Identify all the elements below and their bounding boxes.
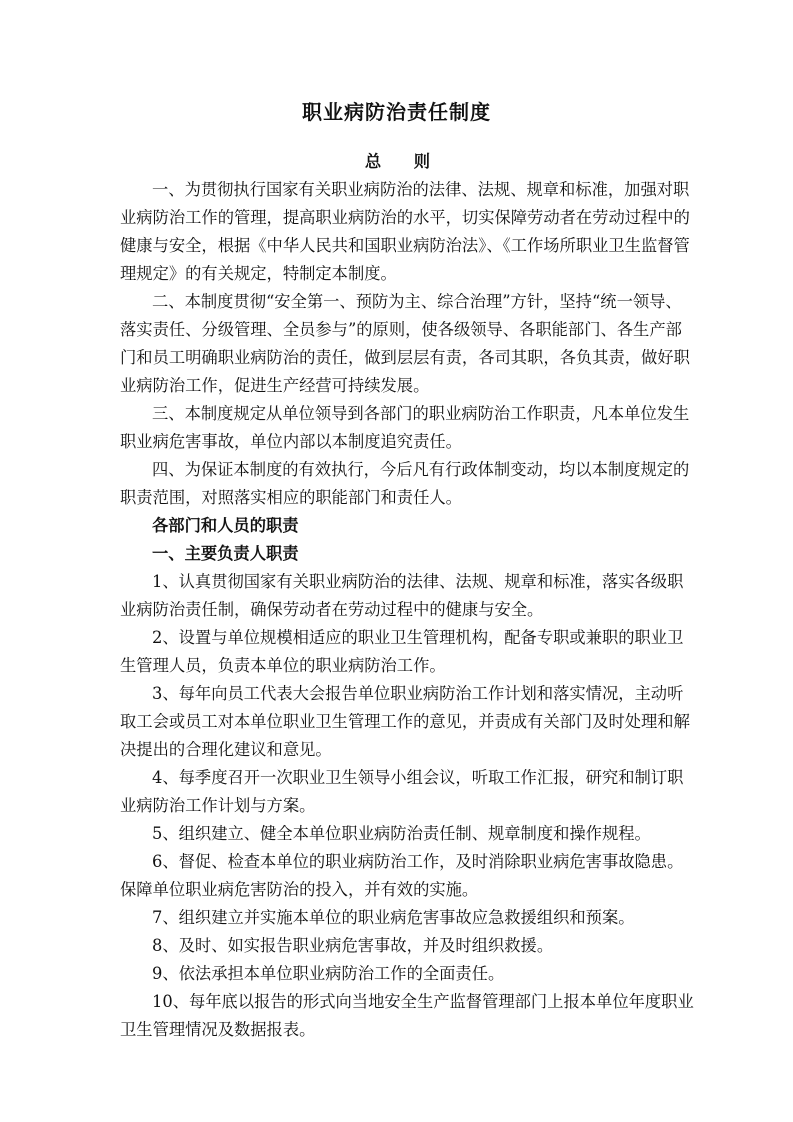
paragraph: [120, 456, 690, 512]
text-line: 9、依法承担本单位职业病防治工作的全面责任。: [152, 964, 505, 983]
text-line: 各部门和人员的职责: [152, 516, 299, 535]
paragraph: [120, 820, 675, 848]
text-line: 职业病危害事故，单位内部以本制度追究责任。: [120, 432, 462, 451]
text-line: 健康与安全，根据《中华人民共和国职业病防治法》、《工作场所职业卫生监督管: [120, 236, 690, 255]
text-line: 业病防治工作的管理，提高职业病防治的水平，切实保障劳动者在劳动过程中的: [120, 208, 690, 227]
text-line: 一、主要负责人职责: [152, 544, 299, 563]
text-line: 落实责任、分级管理、全员参与”的原则，使各级领导、各职能部门、各生产部: [120, 320, 682, 339]
paragraph: [120, 288, 690, 400]
text-line: 门和员工明确职业病防治的责任，做到层层有责，各司其职，各负其责，做好职: [120, 348, 690, 367]
section-heading: [120, 540, 675, 568]
text-line: 3、每年向员工代表大会报告单位职业病防治工作计划和落实情况，主动听: [152, 684, 684, 703]
text-line: 决提出的合理化建议和意见。: [120, 740, 332, 759]
paragraph: [120, 176, 690, 288]
text-line: 5、组织建立、健全本单位职业病防治责任制、规章制度和操作规程。: [152, 824, 651, 843]
text-line: 二、本制度贯彻“安全第一、预防为主、综合治理”方针，坚持“统一领导、: [152, 292, 682, 311]
text-line: 6、督促、检查本单位的职业病防治工作，及时消除职业病危害事故隐患。: [152, 852, 684, 871]
text-line: 业病防治工作，促进生产经营可持续发展。: [120, 376, 430, 395]
text-line: 卫生管理情况及数据报表。: [120, 1020, 316, 1039]
paragraph: [120, 960, 675, 988]
paragraph: [120, 848, 684, 904]
paragraph: [120, 400, 690, 456]
paragraph: [120, 932, 675, 960]
text-line: 三、本制度规定从单位领导到各部门的职业病防治工作职责，凡本单位发生: [152, 404, 690, 423]
document-title: 职业病防治责任制度: [302, 100, 491, 124]
text-line: 1、认真贯彻国家有关职业病防治的法律、法规、规章和标准，落实各级职: [152, 572, 684, 591]
text-line: 8、及时、如实报告职业病危害事故，并及时组织救援。: [152, 936, 554, 955]
paragraph: [120, 904, 675, 932]
text-line: 2、设置与单位规模相适应的职业卫生管理机构，配备专职或兼职的职业卫: [152, 628, 684, 647]
text-line: 四、为保证本制度的有效执行，今后凡有行政体制变动，均以本制度规定的: [152, 460, 690, 479]
text-line: 生管理人员，负责本单位的职业病防治工作。: [120, 656, 446, 675]
text-line: 7、组织建立并实施本单位的职业病危害事故应急救援组织和预案。: [152, 908, 635, 927]
document-body: [120, 148, 694, 1044]
text-line: 一、为贯彻执行国家有关职业病防治的法律、法规、规章和标准，加强对职: [152, 180, 690, 199]
paragraph: [120, 988, 694, 1044]
paragraph: [120, 680, 690, 764]
paragraph: [120, 624, 684, 680]
text-line: 4、每季度召开一次职业卫生领导小组会议，听取工作汇报，研究和制订职: [152, 768, 684, 787]
text-line: 10、每年底以报告的形式向当地安全生产监督管理部门上报本单位年度职业: [152, 992, 694, 1011]
section-heading-general: 总 则: [364, 152, 431, 171]
text-line: 业病防治责任制，确保劳动者在劳动过程中的健康与安全。: [120, 600, 544, 619]
text-line: 理规定》的有关规定，特制定本制度。: [120, 264, 397, 283]
text-line: 业病防治工作计划与方案。: [120, 796, 316, 815]
text-line: 取工会或员工对本单位职业卫生管理工作的意见，并责成有关部门及时处理和解: [120, 712, 690, 731]
paragraph: [120, 568, 684, 624]
text-line: 职责范围，对照落实相应的职能部门和责任人。: [120, 488, 462, 507]
text-line: 保障单位职业病危害防治的投入，并有效的实施。: [120, 880, 479, 899]
paragraph: [120, 764, 684, 820]
section-heading: [120, 512, 675, 540]
